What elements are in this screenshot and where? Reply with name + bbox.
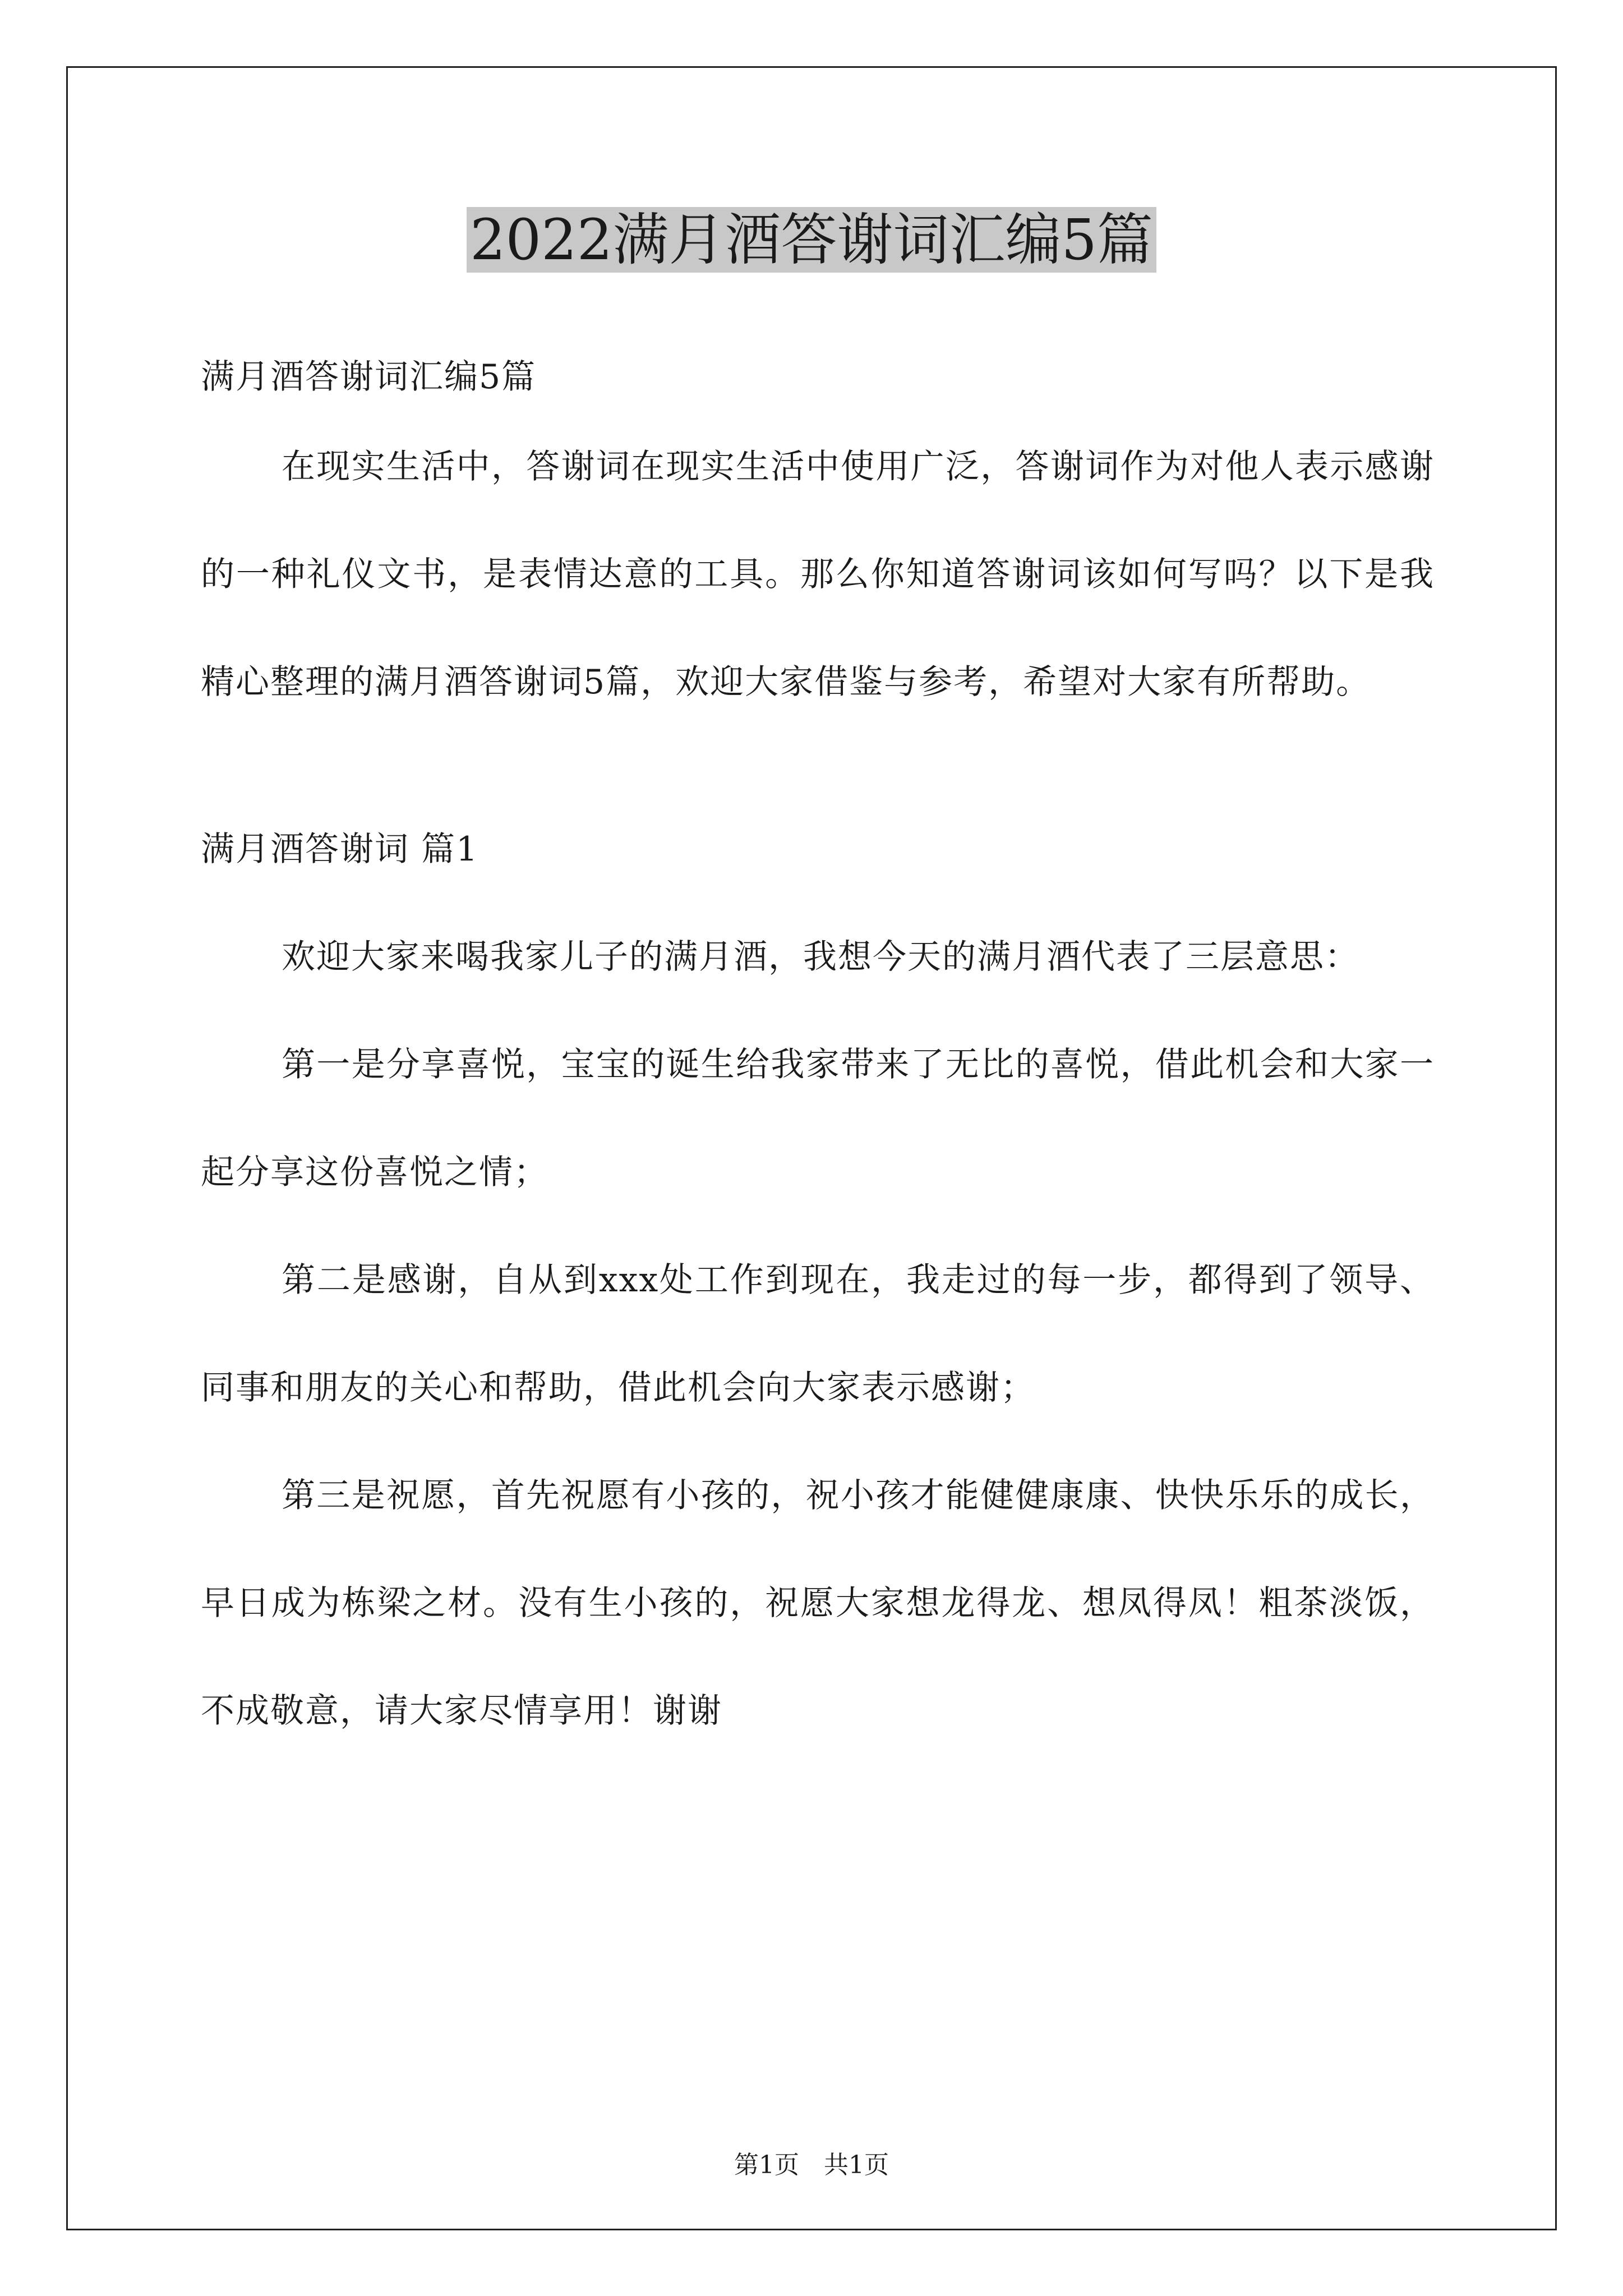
body-paragraph-1: 欢迎大家来喝我家儿子的满月酒，我想今天的满月酒代表了三层意思： — [282, 937, 1359, 977]
document-subtitle: 满月酒答谢词汇编5篇 — [201, 357, 537, 397]
document-body — [201, 353, 1435, 1765]
body-paragraph-4: 第三是祝愿，首先祝愿有小孩的，祝小孩才能健健康康、快快乐乐的成长，早日成为栋梁之材。没有生小孩的，祝愿大家想龙得龙、想凤得凤！粗茶淡饭，不成敬意，请大家尽情享用！谢谢 — [201, 1476, 1435, 1731]
section-heading: 满月酒答谢词 篇1 — [201, 830, 479, 869]
body-paragraph-3: 第二是感谢，自从到xxx处工作到现在，我走过的每一步，都得到了领导、同事和朋友的关心和帮助，借此机会向大家表示感谢； — [201, 1260, 1435, 1407]
page-title-text: 2022满月酒答谢词汇编5篇 — [467, 207, 1156, 273]
body-paragraph-2: 第一是分享喜悦，宝宝的诞生给我家带来了无比的喜悦，借此机会和大家一起分享这份喜悦之情； — [201, 1045, 1435, 1192]
page-footer: 第1页 共1页 — [734, 2151, 889, 2179]
page-title — [0, 201, 1623, 279]
intro-paragraph: 在现实生活中，答谢词在现实生活中使用广泛，答谢词作为对他人表示感谢的一种礼仪文书，是表情达意的工具。那么你知道答谢词该如何写吗？以下是我精心整理的满月酒答谢词5篇，欢迎大家借鉴与参考，希望对大家有所帮助。 — [201, 447, 1435, 702]
